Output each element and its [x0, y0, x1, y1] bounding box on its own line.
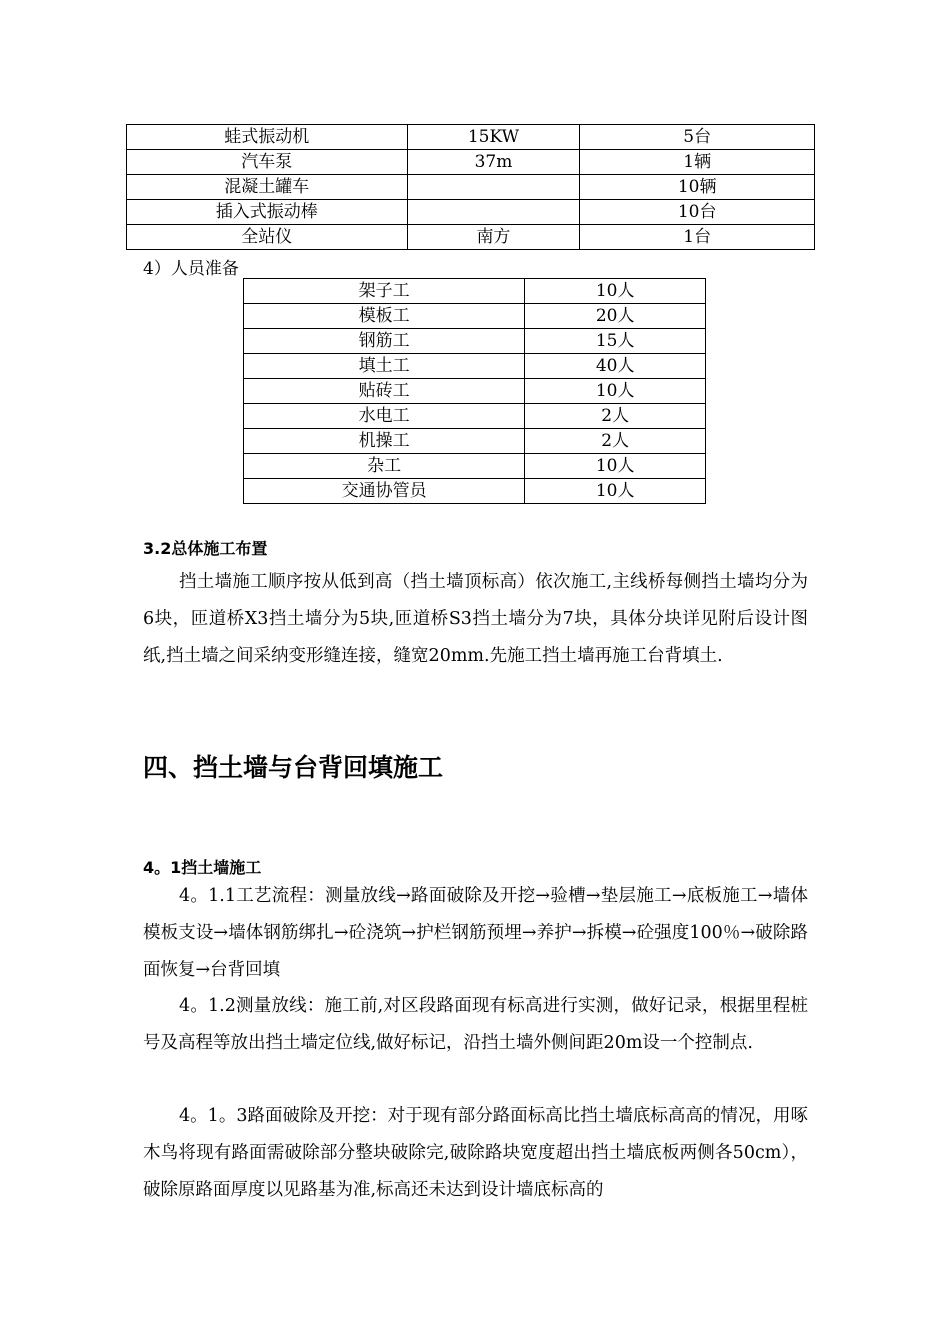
- table-cell: 汽车泵: [127, 150, 408, 175]
- table-cell: 2人: [525, 404, 706, 429]
- staff-section-label: 4）人员准备: [143, 259, 239, 279]
- excavation-paragraph: 4。1。3路面破除及开挖：对于现有部分路面标高比挡土墙底标高高的情况，用啄木鸟将现有路面需破除部分整块破除完,破除路块宽度超出挡土墙底板两侧各50cm），破除原路面厚度以见路基为准,标高还未达到设计墙底标高的: [143, 1106, 808, 1200]
- table-cell: [407, 200, 580, 225]
- table-row: [244, 379, 706, 404]
- table-cell: 全站仪: [127, 225, 408, 250]
- process-flow-paragraph: 4。1.1工艺流程：测量放线→路面破除及开挖→验槽→垫层施工→底板施工→墙体模板支设→墙体钢筋绑扎→砼浇筑→护栏钢筋预埋→养护→拆模→砼强度100％→破除路面恢复→台背回填: [143, 886, 808, 980]
- table-cell: 插入式振动棒: [127, 200, 408, 225]
- table-row: [244, 479, 706, 504]
- table-cell: 1辆: [580, 150, 815, 175]
- table-row: [244, 304, 706, 329]
- equipment-table: [126, 124, 815, 250]
- table-row: [127, 200, 815, 225]
- staff-table: [243, 278, 706, 504]
- table-row: [127, 125, 815, 150]
- table-cell: 10人: [525, 379, 706, 404]
- table-cell: 钢筋工: [244, 329, 525, 354]
- table-row: [244, 279, 706, 304]
- table-cell: 10人: [525, 479, 706, 504]
- table-cell: 水电工: [244, 404, 525, 429]
- table-cell: 5台: [580, 125, 815, 150]
- section-3-2-heading: 3.2总体施工布置: [143, 539, 268, 558]
- table-cell: 40人: [525, 354, 706, 379]
- table-row: [127, 225, 815, 250]
- table-row: [127, 175, 815, 200]
- table-cell: 模板工: [244, 304, 525, 329]
- chapter-4-heading: 四、挡土墙与台背回填施工: [143, 753, 444, 782]
- table-cell: 10辆: [580, 175, 815, 200]
- table-cell: 15KW: [407, 125, 580, 150]
- table-cell: 15人: [525, 329, 706, 354]
- table-row: [244, 354, 706, 379]
- table-cell: 南方: [407, 225, 580, 250]
- table-cell: 蛙式振动机: [127, 125, 408, 150]
- table-cell: 混凝土罐车: [127, 175, 408, 200]
- table-cell: 架子工: [244, 279, 525, 304]
- table-cell: 1台: [580, 225, 815, 250]
- table-cell: 贴砖工: [244, 379, 525, 404]
- table-cell: 交通协管员: [244, 479, 525, 504]
- table-row: [244, 329, 706, 354]
- table-row: [244, 454, 706, 479]
- table-cell: 10台: [580, 200, 815, 225]
- section-3-2-body: 挡土墙施工顺序按从低到高（挡土墙顶标高）依次施工,主线桥每侧挡土墙均分为6块，匝道桥X3挡土墙分为5块,匝道桥S3挡土墙分为7块，具体分块详见附后设计图纸,挡土墙之间采纳变形缝连接，缝宽20mm.先施工挡土墙再施工台背填土.: [143, 572, 808, 666]
- table-cell: [407, 175, 580, 200]
- table-cell: 机操工: [244, 429, 525, 454]
- table-cell: 杂工: [244, 454, 525, 479]
- table-row: [244, 429, 706, 454]
- section-4-1-heading: 4。1挡土墙施工: [143, 858, 262, 877]
- table-cell: 10人: [525, 454, 706, 479]
- survey-paragraph: 4。1.2测量放线：施工前,对区段路面现有标高进行实测，做好记录，根据里程桩号及高程等放出挡土墙定位线,做好标记，沿挡土墙外侧间距20m设一个控制点.: [143, 996, 808, 1053]
- table-cell: 20人: [525, 304, 706, 329]
- table-cell: 2人: [525, 429, 706, 454]
- table-row: [244, 404, 706, 429]
- table-cell: 37m: [407, 150, 580, 175]
- table-cell: 填土工: [244, 354, 525, 379]
- table-row: [127, 150, 815, 175]
- table-cell: 10人: [525, 279, 706, 304]
